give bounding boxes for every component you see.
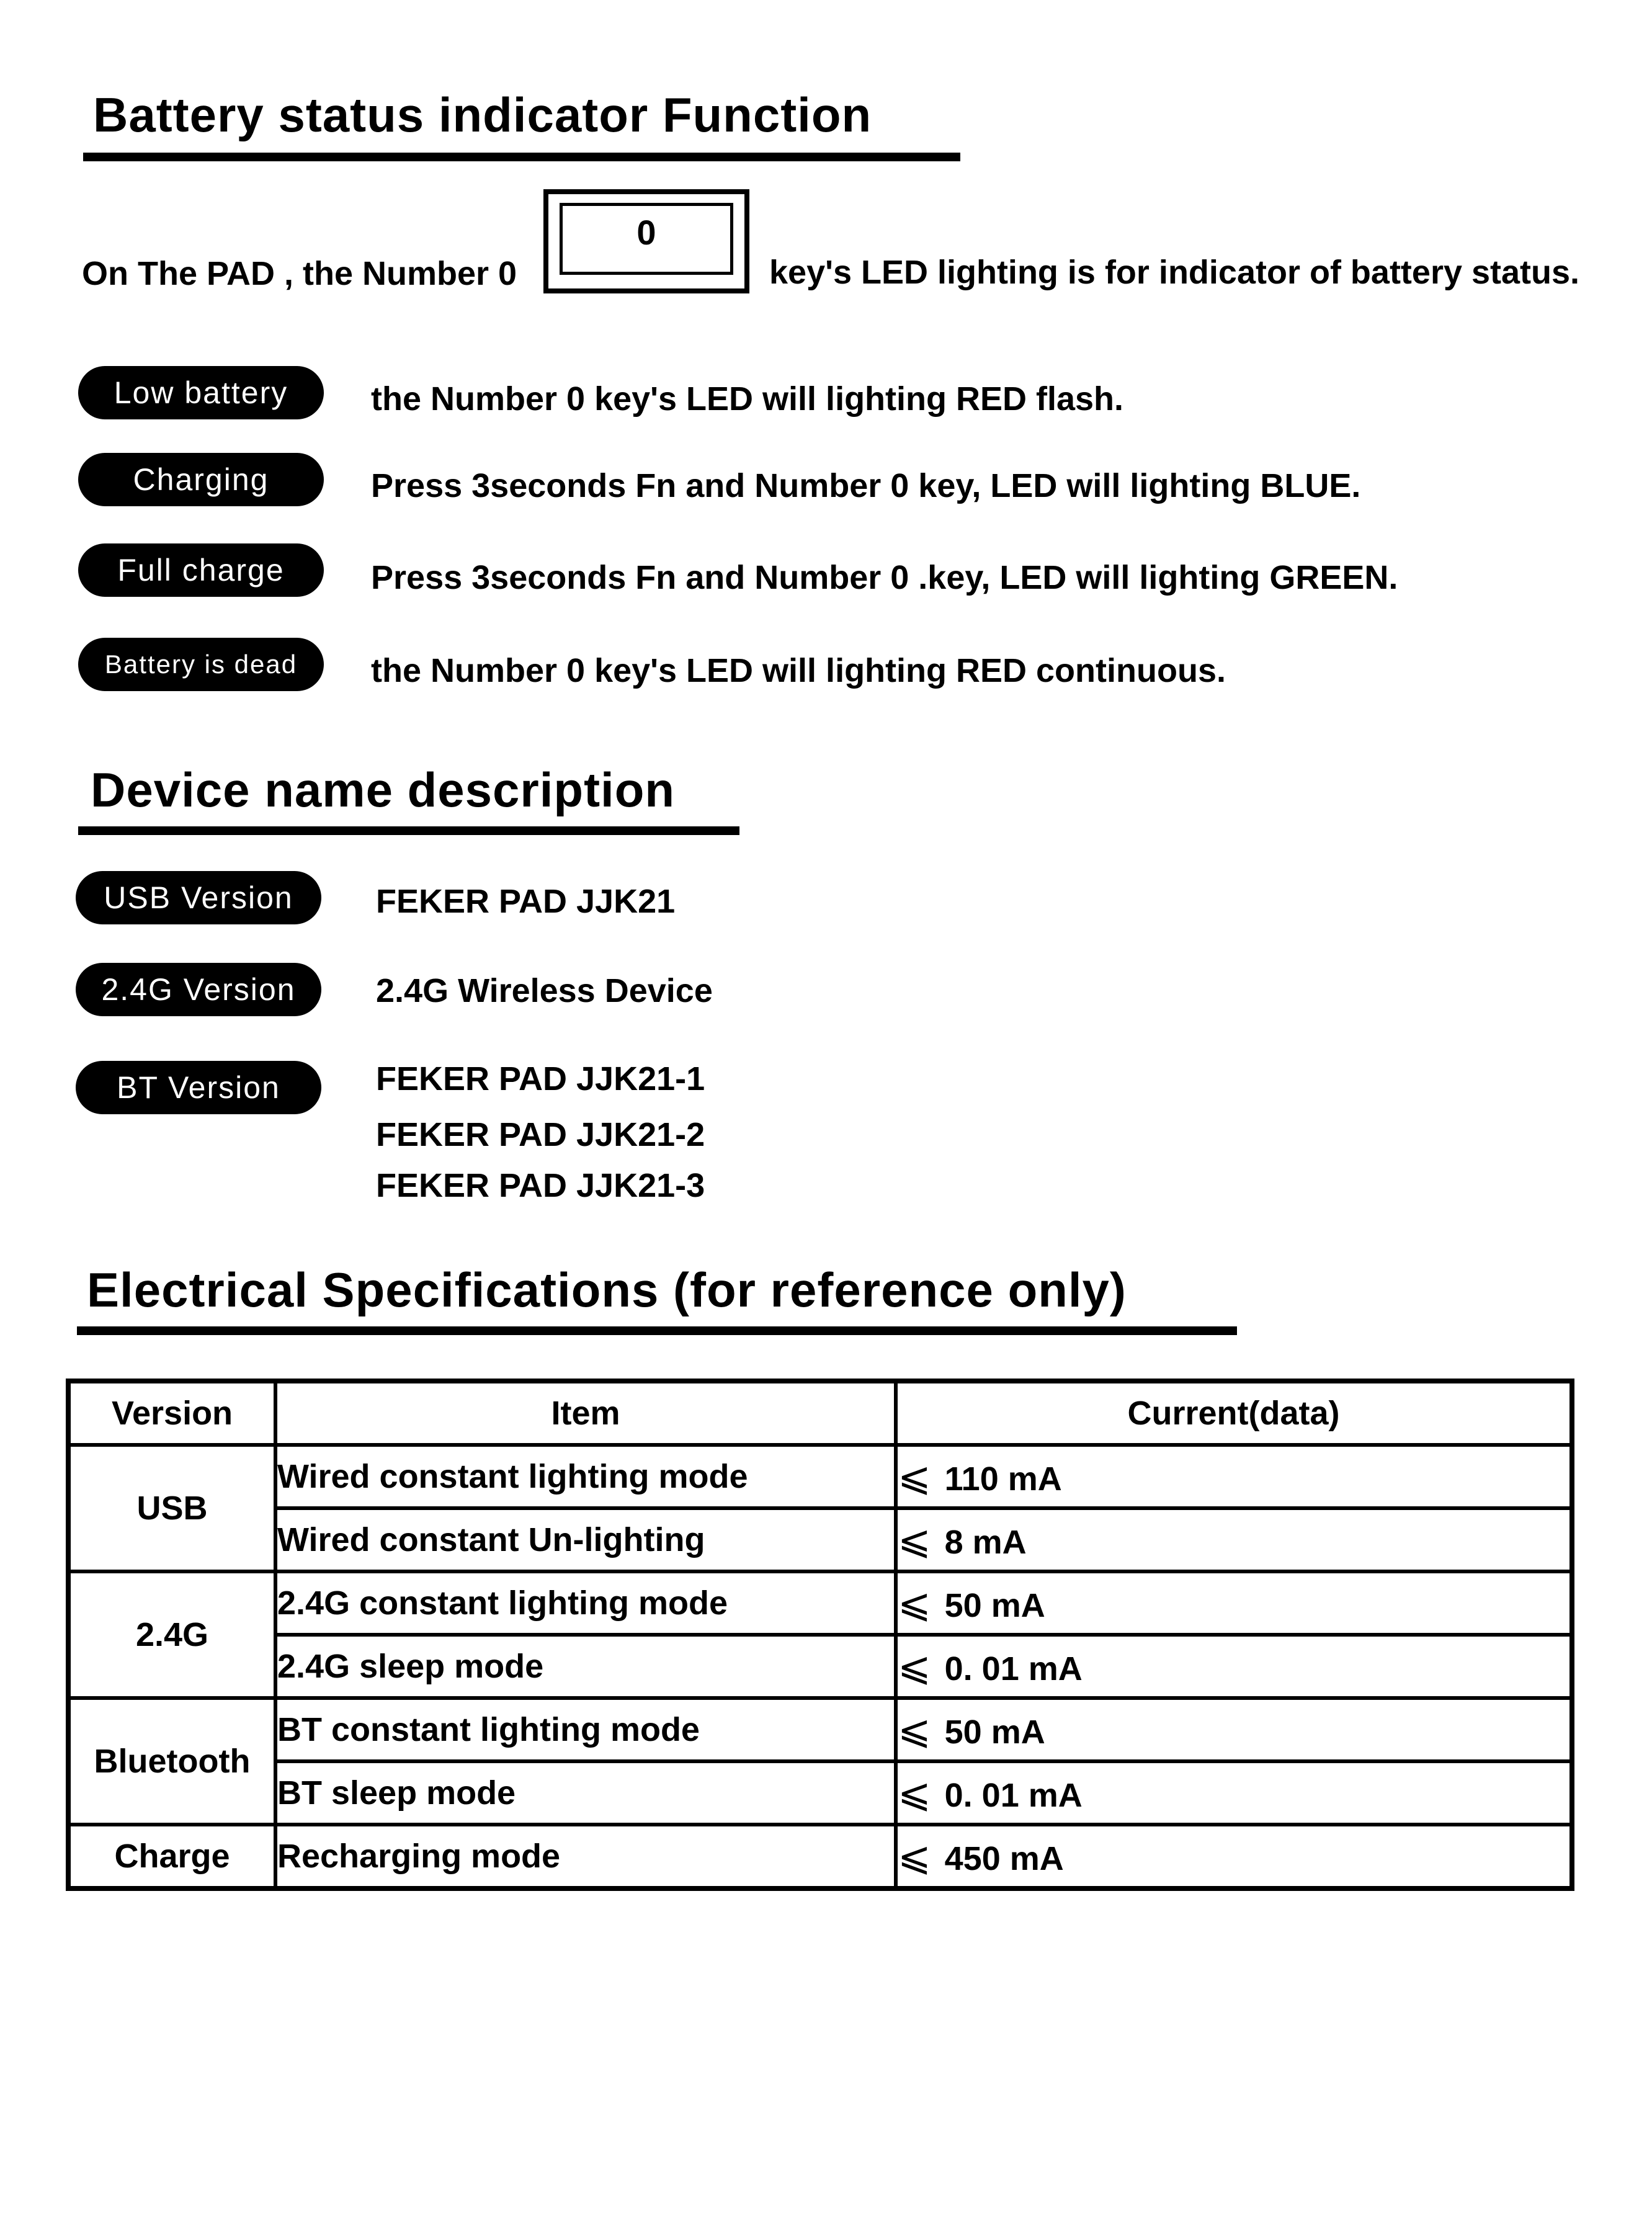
battery-dead-description: the Number 0 key's LED will lighting RED continuous.	[371, 652, 1226, 689]
current-value: 0. 01 mA	[944, 1650, 1083, 1687]
current-cell	[896, 1761, 1572, 1825]
less-equal-symbol: ⩽	[898, 1707, 931, 1752]
table-row	[68, 1635, 1572, 1698]
usb-device-name: FEKER PAD JJK21	[376, 883, 676, 920]
electrical-spec-table	[66, 1379, 1574, 1891]
version-cell-usb: USB	[68, 1445, 275, 1571]
version-cell-bluetooth: Bluetooth	[68, 1698, 275, 1825]
less-equal-symbol: ⩽	[898, 1833, 931, 1879]
wireless-device-name: 2.4G Wireless Device	[376, 972, 713, 1009]
current-cell	[896, 1635, 1572, 1698]
table-row	[68, 1825, 1572, 1888]
charging-description: Press 3seconds Fn and Number 0 key, LED will lighting BLUE.	[371, 467, 1361, 504]
current-value: 450 mA	[944, 1839, 1064, 1877]
current-cell	[896, 1698, 1572, 1761]
usb-version-badge: USB Version	[76, 871, 321, 924]
table-row	[68, 1508, 1572, 1571]
table-row	[68, 1445, 1572, 1508]
battery-dead-badge: Battery is dead	[78, 638, 324, 691]
current-cell	[896, 1571, 1572, 1635]
less-equal-symbol: ⩽	[898, 1643, 931, 1689]
wireless-version-badge: 2.4G Version	[76, 963, 321, 1016]
full-charge-description: Press 3seconds Fn and Number 0 .key, LED will lighting GREEN.	[371, 559, 1398, 596]
item-cell: Wired constant lighting mode	[275, 1445, 896, 1508]
low-battery-description: the Number 0 key's LED will lighting RED flash.	[371, 380, 1124, 418]
full-charge-badge: Full charge	[78, 543, 324, 597]
device-heading-underline	[78, 826, 739, 835]
battery-intro-prefix: On The PAD , the Number 0	[82, 255, 517, 292]
current-value: 50 mA	[944, 1713, 1045, 1751]
bt-device-name-2: FEKER PAD JJK21-2	[376, 1116, 705, 1153]
number-zero-key-illustration	[543, 189, 749, 293]
bt-version-badge: BT Version	[76, 1061, 321, 1114]
battery-heading-underline	[83, 153, 960, 161]
current-value: 50 mA	[944, 1586, 1045, 1624]
table-row	[68, 1571, 1572, 1635]
current-value: 0. 01 mA	[944, 1776, 1083, 1814]
version-cell-2-4g: 2.4G	[68, 1571, 275, 1698]
current-cell	[896, 1508, 1572, 1571]
item-cell: BT sleep mode	[275, 1761, 896, 1825]
current-value: 8 mA	[944, 1523, 1027, 1561]
less-equal-symbol: ⩽	[898, 1517, 931, 1562]
battery-intro-suffix: key's LED lighting is for indicator of battery status.	[769, 254, 1580, 291]
less-equal-symbol: ⩽	[898, 1770, 931, 1815]
item-cell: Wired constant Un-lighting	[275, 1508, 896, 1571]
electrical-heading-underline	[77, 1326, 1237, 1335]
key-cap-face	[560, 203, 733, 275]
electrical-section-heading: Electrical Specifications (for reference only)	[87, 1263, 1127, 1317]
device-section-heading: Device name description	[91, 762, 676, 817]
table-row	[68, 1698, 1572, 1761]
table-row	[68, 1761, 1572, 1825]
bt-device-name-3: FEKER PAD JJK21-3	[376, 1167, 705, 1204]
current-cell	[896, 1825, 1572, 1888]
item-cell: Recharging mode	[275, 1825, 896, 1888]
less-equal-symbol: ⩽	[898, 1580, 931, 1625]
column-header-current: Current(data)	[896, 1381, 1572, 1445]
item-cell: 2.4G sleep mode	[275, 1635, 896, 1698]
battery-section-heading: Battery status indicator Function	[93, 87, 872, 142]
current-value: 110 mA	[944, 1460, 1062, 1498]
low-battery-badge: Low battery	[78, 366, 324, 419]
current-cell	[896, 1445, 1572, 1508]
key-label: 0	[636, 213, 656, 252]
less-equal-symbol: ⩽	[898, 1454, 931, 1499]
charging-badge: Charging	[78, 453, 324, 506]
table-header-row	[68, 1381, 1572, 1445]
item-cell: BT constant lighting mode	[275, 1698, 896, 1761]
item-cell: 2.4G constant lighting mode	[275, 1571, 896, 1635]
column-header-item: Item	[275, 1381, 896, 1445]
version-cell-charge: Charge	[68, 1825, 275, 1888]
bt-device-name-1: FEKER PAD JJK21-1	[376, 1060, 705, 1097]
column-header-version: Version	[68, 1381, 275, 1445]
